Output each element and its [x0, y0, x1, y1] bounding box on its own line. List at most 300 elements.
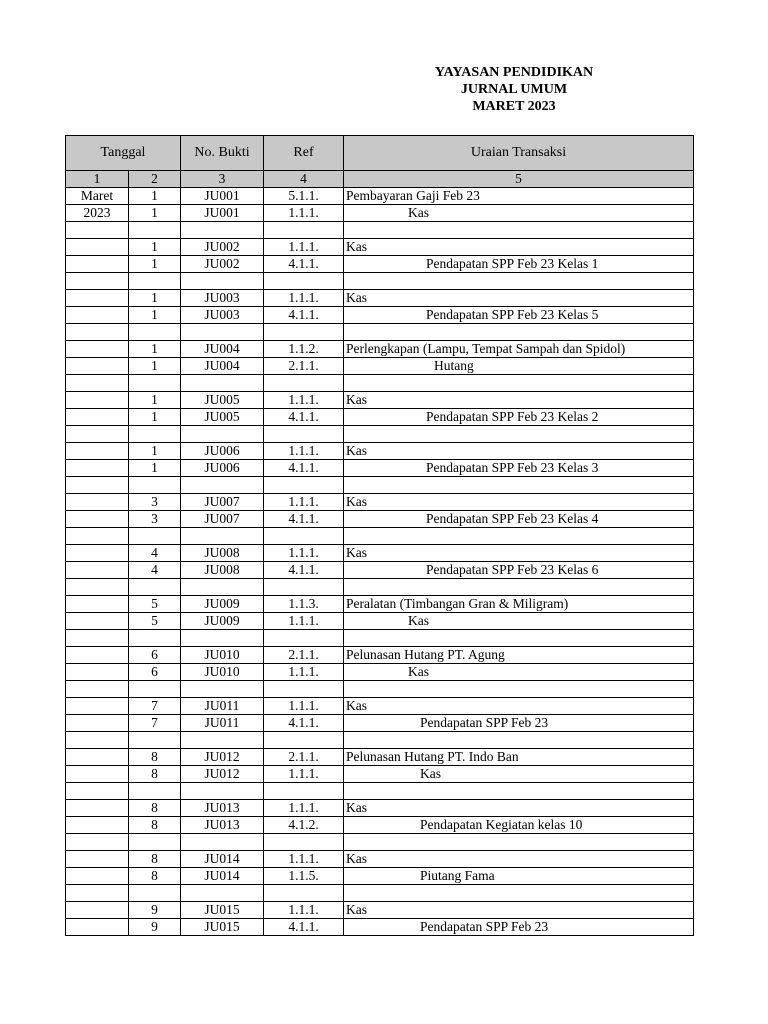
cell-tanggal — [66, 613, 129, 630]
cell-no-bukti: JU007 — [181, 494, 264, 511]
uraian-text: Kas — [346, 800, 367, 815]
cell-tanggal — [66, 477, 129, 494]
cell-day: 1 — [129, 256, 181, 273]
cell-day — [129, 222, 181, 239]
cell-uraian — [344, 715, 694, 732]
cell-no-bukti: JU005 — [181, 409, 264, 426]
cell-day — [129, 732, 181, 749]
cell-ref: 4.1.1. — [264, 511, 344, 528]
table-row — [66, 749, 694, 766]
blank-row — [66, 834, 694, 851]
cell-no-bukti: JU013 — [181, 800, 264, 817]
cell-day: 4 — [129, 562, 181, 579]
uraian-text: Kas — [346, 290, 367, 305]
cell-day — [129, 477, 181, 494]
cell-tanggal — [66, 681, 129, 698]
table-row — [66, 715, 694, 732]
cell-uraian — [344, 766, 694, 783]
col-num-5: 5 — [344, 171, 694, 188]
uraian-text: Kas — [346, 902, 367, 917]
cell-tanggal — [66, 834, 129, 851]
cell-tanggal — [66, 290, 129, 307]
uraian-text: Kas — [408, 664, 429, 679]
cell-uraian — [344, 545, 694, 562]
cell-uraian — [344, 919, 694, 936]
cell-day: 7 — [129, 698, 181, 715]
column-number-row — [66, 171, 694, 188]
cell-tanggal — [66, 273, 129, 290]
cell-ref — [264, 630, 344, 647]
cell-tanggal — [66, 885, 129, 902]
cell-day: 1 — [129, 392, 181, 409]
cell-ref: 1.1.1. — [264, 613, 344, 630]
table-row — [66, 545, 694, 562]
cell-ref: 1.1.2. — [264, 341, 344, 358]
cell-no-bukti — [181, 579, 264, 596]
cell-tanggal — [66, 545, 129, 562]
cell-uraian — [344, 460, 694, 477]
cell-no-bukti: JU005 — [181, 392, 264, 409]
cell-day: 3 — [129, 511, 181, 528]
uraian-text: Pendapatan SPP Feb 23 — [420, 919, 549, 934]
cell-no-bukti: JU002 — [181, 256, 264, 273]
cell-tanggal — [66, 579, 129, 596]
header-tanggal: Tanggal — [66, 136, 181, 171]
blank-row — [66, 273, 694, 290]
cell-uraian — [344, 426, 694, 443]
table-row — [66, 851, 694, 868]
table-row — [66, 511, 694, 528]
report-period: MARET 2023 — [472, 99, 556, 114]
col-num-2: 2 — [129, 171, 181, 188]
uraian-text: Pelunasan Hutang PT. Agung — [346, 647, 505, 662]
cell-no-bukti: JU015 — [181, 919, 264, 936]
cell-uraian — [344, 834, 694, 851]
cell-ref: 4.1.1. — [264, 715, 344, 732]
uraian-text: Kas — [408, 613, 429, 628]
cell-uraian — [344, 579, 694, 596]
cell-ref: 1.1.1. — [264, 494, 344, 511]
cell-day: 6 — [129, 664, 181, 681]
cell-day: 1 — [129, 290, 181, 307]
table-row — [66, 188, 694, 205]
cell-ref — [264, 783, 344, 800]
table-row — [66, 290, 694, 307]
cell-ref — [264, 579, 344, 596]
cell-uraian — [344, 596, 694, 613]
cell-day: 1 — [129, 341, 181, 358]
table-row — [66, 409, 694, 426]
header-ref: Ref — [264, 136, 344, 171]
cell-ref: 1.1.1. — [264, 290, 344, 307]
cell-no-bukti — [181, 222, 264, 239]
cell-day: 8 — [129, 749, 181, 766]
cell-tanggal — [66, 239, 129, 256]
uraian-text: Kas — [346, 851, 367, 866]
cell-no-bukti: JU010 — [181, 647, 264, 664]
cell-uraian — [344, 477, 694, 494]
cell-no-bukti — [181, 528, 264, 545]
cell-tanggal — [66, 749, 129, 766]
cell-ref — [264, 426, 344, 443]
cell-tanggal: Maret — [66, 188, 129, 205]
cell-day: 9 — [129, 902, 181, 919]
blank-row — [66, 732, 694, 749]
cell-day — [129, 528, 181, 545]
cell-uraian — [344, 902, 694, 919]
blank-row — [66, 375, 694, 392]
blank-row — [66, 885, 694, 902]
cell-day: 7 — [129, 715, 181, 732]
cell-tanggal — [66, 596, 129, 613]
cell-tanggal — [66, 664, 129, 681]
cell-uraian — [344, 494, 694, 511]
uraian-text: Kas — [346, 392, 367, 407]
cell-no-bukti: JU011 — [181, 698, 264, 715]
uraian-text: Pendapatan SPP Feb 23 Kelas 3 — [426, 460, 599, 475]
cell-day: 1 — [129, 358, 181, 375]
cell-tanggal — [66, 392, 129, 409]
cell-tanggal — [66, 562, 129, 579]
cell-ref — [264, 375, 344, 392]
cell-uraian — [344, 511, 694, 528]
cell-ref: 1.1.1. — [264, 239, 344, 256]
cell-uraian — [344, 273, 694, 290]
table-row — [66, 613, 694, 630]
cell-day — [129, 783, 181, 800]
cell-no-bukti: JU015 — [181, 902, 264, 919]
cell-ref: 1.1.5. — [264, 868, 344, 885]
cell-no-bukti: JU012 — [181, 766, 264, 783]
cell-ref — [264, 273, 344, 290]
uraian-text: Pendapatan SPP Feb 23 Kelas 2 — [426, 409, 599, 424]
cell-no-bukti — [181, 426, 264, 443]
journal-table — [65, 135, 694, 936]
cell-tanggal — [66, 222, 129, 239]
cell-uraian — [344, 851, 694, 868]
cell-ref: 4.1.1. — [264, 460, 344, 477]
col-num-1: 1 — [66, 171, 129, 188]
cell-tanggal — [66, 426, 129, 443]
org-name: YAYASAN PENDIDIKAN — [434, 65, 594, 80]
cell-tanggal — [66, 375, 129, 392]
cell-day — [129, 885, 181, 902]
uraian-text: Hutang — [434, 358, 474, 373]
cell-no-bukti: JU003 — [181, 307, 264, 324]
blank-row — [66, 630, 694, 647]
uraian-text: Pendapatan SPP Feb 23 Kelas 6 — [426, 562, 599, 577]
cell-day: 1 — [129, 460, 181, 477]
cell-uraian — [344, 528, 694, 545]
blank-row — [66, 222, 694, 239]
cell-uraian — [344, 443, 694, 460]
cell-no-bukti: JU013 — [181, 817, 264, 834]
cell-uraian — [344, 392, 694, 409]
cell-tanggal — [66, 511, 129, 528]
cell-tanggal — [66, 460, 129, 477]
cell-day: 8 — [129, 800, 181, 817]
blank-row — [66, 579, 694, 596]
cell-day: 4 — [129, 545, 181, 562]
cell-ref: 2.1.1. — [264, 749, 344, 766]
cell-tanggal — [66, 800, 129, 817]
uraian-text: Peralatan (Timbangan Gran & Miligram) — [346, 596, 569, 611]
uraian-text: Kas — [346, 494, 367, 509]
cell-ref — [264, 324, 344, 341]
cell-no-bukti: JU014 — [181, 851, 264, 868]
cell-uraian — [344, 290, 694, 307]
cell-day — [129, 273, 181, 290]
cell-ref: 4.1.2. — [264, 817, 344, 834]
cell-day — [129, 579, 181, 596]
cell-tanggal — [66, 766, 129, 783]
cell-tanggal — [66, 443, 129, 460]
cell-tanggal — [66, 851, 129, 868]
cell-no-bukti: JU006 — [181, 443, 264, 460]
cell-no-bukti: JU009 — [181, 596, 264, 613]
col-num-3: 3 — [181, 171, 264, 188]
table-row — [66, 817, 694, 834]
cell-tanggal — [66, 528, 129, 545]
cell-no-bukti — [181, 375, 264, 392]
cell-day: 8 — [129, 817, 181, 834]
uraian-text: Kas — [346, 443, 367, 458]
uraian-text: Kas — [408, 205, 429, 220]
cell-tanggal — [66, 783, 129, 800]
cell-day: 8 — [129, 851, 181, 868]
cell-tanggal — [66, 341, 129, 358]
cell-day: 1 — [129, 409, 181, 426]
cell-tanggal — [66, 494, 129, 511]
table-row — [66, 443, 694, 460]
cell-no-bukti — [181, 273, 264, 290]
cell-uraian — [344, 664, 694, 681]
cell-day: 8 — [129, 868, 181, 885]
table-row — [66, 494, 694, 511]
table-row — [66, 239, 694, 256]
table-row — [66, 664, 694, 681]
uraian-text: Pelunasan Hutang PT. Indo Ban — [346, 749, 519, 764]
cell-uraian — [344, 732, 694, 749]
cell-ref: 4.1.1. — [264, 919, 344, 936]
table-row — [66, 596, 694, 613]
cell-uraian — [344, 562, 694, 579]
table-row — [66, 919, 694, 936]
cell-uraian — [344, 256, 694, 273]
cell-no-bukti: JU014 — [181, 868, 264, 885]
cell-day — [129, 834, 181, 851]
table-row — [66, 341, 694, 358]
cell-ref — [264, 528, 344, 545]
cell-ref: 5.1.1. — [264, 188, 344, 205]
cell-tanggal — [66, 817, 129, 834]
cell-ref: 1.1.1. — [264, 205, 344, 222]
cell-uraian — [344, 358, 694, 375]
cell-no-bukti: JU004 — [181, 341, 264, 358]
cell-day: 1 — [129, 443, 181, 460]
cell-day: 1 — [129, 205, 181, 222]
cell-tanggal — [66, 732, 129, 749]
uraian-text: Kas — [420, 766, 441, 781]
cell-tanggal — [66, 324, 129, 341]
cell-ref: 1.1.1. — [264, 851, 344, 868]
cell-day: 1 — [129, 239, 181, 256]
cell-tanggal — [66, 902, 129, 919]
cell-no-bukti: JU002 — [181, 239, 264, 256]
cell-uraian — [344, 749, 694, 766]
cell-no-bukti — [181, 477, 264, 494]
cell-day: 1 — [129, 188, 181, 205]
table-row — [66, 902, 694, 919]
cell-tanggal — [66, 647, 129, 664]
cell-ref: 2.1.1. — [264, 358, 344, 375]
cell-no-bukti: JU009 — [181, 613, 264, 630]
table-row — [66, 307, 694, 324]
uraian-text: Piutang Fama — [420, 868, 495, 883]
cell-uraian — [344, 783, 694, 800]
blank-row — [66, 324, 694, 341]
cell-tanggal — [66, 358, 129, 375]
cell-ref — [264, 834, 344, 851]
cell-uraian — [344, 324, 694, 341]
uraian-text: Pendapatan SPP Feb 23 Kelas 1 — [426, 256, 599, 271]
table-row — [66, 392, 694, 409]
table-row — [66, 698, 694, 715]
table-row — [66, 868, 694, 885]
cell-uraian — [344, 681, 694, 698]
cell-uraian — [344, 375, 694, 392]
cell-no-bukti: JU012 — [181, 749, 264, 766]
cell-no-bukti — [181, 324, 264, 341]
cell-uraian — [344, 205, 694, 222]
cell-day — [129, 681, 181, 698]
col-num-4: 4 — [264, 171, 344, 188]
header-no-bukti: No. Bukti — [181, 136, 264, 171]
table-row — [66, 647, 694, 664]
cell-day: 5 — [129, 613, 181, 630]
cell-tanggal — [66, 698, 129, 715]
cell-day: 5 — [129, 596, 181, 613]
cell-uraian — [344, 885, 694, 902]
table-row — [66, 205, 694, 222]
cell-no-bukti: JU004 — [181, 358, 264, 375]
table-row — [66, 766, 694, 783]
cell-no-bukti — [181, 834, 264, 851]
uraian-text: Perlengkapan (Lampu, Tempat Sampah dan Spidol) — [346, 341, 626, 356]
report-name: JURNAL UMUM — [460, 82, 568, 97]
cell-uraian — [344, 307, 694, 324]
cell-day — [129, 426, 181, 443]
cell-no-bukti: JU006 — [181, 460, 264, 477]
cell-ref: 1.1.1. — [264, 443, 344, 460]
cell-uraian — [344, 817, 694, 834]
blank-row — [66, 426, 694, 443]
cell-no-bukti — [181, 885, 264, 902]
cell-no-bukti: JU001 — [181, 188, 264, 205]
cell-ref: 2.1.1. — [264, 647, 344, 664]
cell-no-bukti: JU007 — [181, 511, 264, 528]
cell-ref: 4.1.1. — [264, 562, 344, 579]
uraian-text: Pendapatan SPP Feb 23 Kelas 5 — [426, 307, 599, 322]
cell-tanggal — [66, 715, 129, 732]
cell-day: 3 — [129, 494, 181, 511]
cell-day — [129, 324, 181, 341]
cell-day: 1 — [129, 307, 181, 324]
cell-no-bukti — [181, 732, 264, 749]
cell-tanggal — [66, 307, 129, 324]
cell-ref — [264, 681, 344, 698]
cell-ref — [264, 732, 344, 749]
cell-uraian — [344, 188, 694, 205]
cell-ref — [264, 477, 344, 494]
table-row — [66, 358, 694, 375]
cell-day: 8 — [129, 766, 181, 783]
uraian-text: Pendapatan Kegiatan kelas 10 — [420, 817, 583, 832]
table-row — [66, 460, 694, 477]
uraian-text: Pendapatan SPP Feb 23 — [420, 715, 549, 730]
blank-row — [66, 783, 694, 800]
table-row — [66, 562, 694, 579]
cell-day — [129, 375, 181, 392]
table-row — [66, 800, 694, 817]
cell-no-bukti: JU003 — [181, 290, 264, 307]
uraian-text: Kas — [346, 698, 367, 713]
cell-tanggal — [66, 630, 129, 647]
cell-uraian — [344, 800, 694, 817]
cell-uraian — [344, 222, 694, 239]
cell-no-bukti — [181, 630, 264, 647]
cell-ref — [264, 222, 344, 239]
cell-ref: 1.1.1. — [264, 766, 344, 783]
cell-no-bukti: JU001 — [181, 205, 264, 222]
cell-ref: 1.1.1. — [264, 392, 344, 409]
cell-uraian — [344, 647, 694, 664]
blank-row — [66, 681, 694, 698]
cell-day — [129, 630, 181, 647]
cell-tanggal — [66, 409, 129, 426]
cell-ref: 4.1.1. — [264, 307, 344, 324]
uraian-text: Pendapatan SPP Feb 23 Kelas 4 — [426, 511, 599, 526]
cell-ref — [264, 885, 344, 902]
cell-day: 6 — [129, 647, 181, 664]
cell-no-bukti: JU008 — [181, 562, 264, 579]
cell-no-bukti — [181, 783, 264, 800]
cell-uraian — [344, 630, 694, 647]
uraian-text: Pembayaran Gaji Feb 23 — [346, 188, 480, 203]
cell-ref: 4.1.1. — [264, 409, 344, 426]
cell-uraian — [344, 239, 694, 256]
cell-no-bukti — [181, 681, 264, 698]
cell-ref: 1.1.1. — [264, 664, 344, 681]
cell-no-bukti: JU008 — [181, 545, 264, 562]
blank-row — [66, 528, 694, 545]
cell-no-bukti: JU011 — [181, 715, 264, 732]
cell-tanggal: 2023 — [66, 205, 129, 222]
cell-tanggal — [66, 868, 129, 885]
blank-row — [66, 477, 694, 494]
header-row — [66, 136, 694, 171]
cell-ref: 1.1.1. — [264, 545, 344, 562]
cell-uraian — [344, 613, 694, 630]
uraian-text: Kas — [346, 239, 367, 254]
cell-tanggal — [66, 256, 129, 273]
cell-uraian — [344, 698, 694, 715]
cell-ref: 4.1.1. — [264, 256, 344, 273]
cell-tanggal — [66, 919, 129, 936]
cell-uraian — [344, 341, 694, 358]
uraian-text: Kas — [346, 545, 367, 560]
cell-ref: 1.1.3. — [264, 596, 344, 613]
